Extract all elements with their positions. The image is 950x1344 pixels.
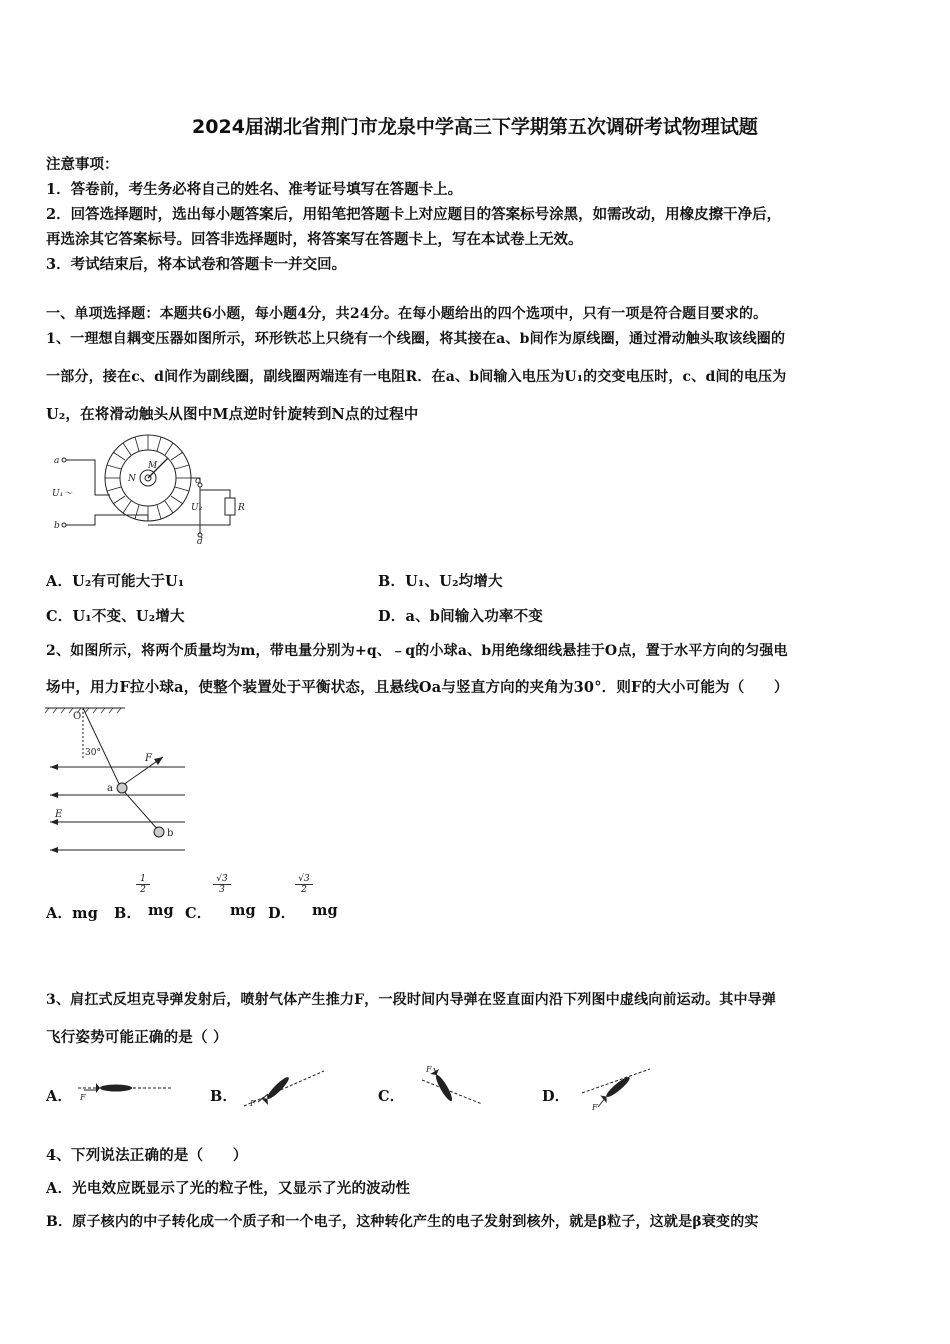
- q3-option-a-missile-icon[interactable]: [78, 1078, 178, 1103]
- q2-fig-label-e: E: [55, 809, 63, 820]
- q2-option-a[interactable]: A．mg: [46, 905, 99, 922]
- notice-item-2-line-2: 再选涂其它答案标号。回答非选择题时，将答案写在答题卡上，写在本试卷上无效。: [46, 231, 583, 248]
- q4-text-line-1: 4、下列说法正确的是（ ）: [46, 1147, 248, 1164]
- notice-heading: 注意事项：: [46, 156, 119, 173]
- q2-fig-label-angle: 30°: [85, 748, 101, 758]
- q2-option-d-unit: mg: [312, 902, 338, 919]
- q3-text-line-2: 飞行姿势可能正确的是（ ）: [46, 1029, 228, 1046]
- q2-field-figure: [45, 705, 195, 855]
- q2-text-line-1: 2、如图所示，将两个质量均为m，带电量分别为+q、﹣q的小球a、b用绝缘细线悬挂于O点，置于水平方向的匀强电: [46, 643, 788, 659]
- q1-transformer-figure: [50, 440, 250, 545]
- q1-fig-label-u1: U₁～: [52, 489, 73, 499]
- q1-option-b[interactable]: B．U₁、U₂均增大: [378, 573, 503, 590]
- q1-fig-label-r: R: [238, 503, 245, 513]
- q2-option-d[interactable]: D．: [268, 905, 296, 922]
- section-heading: 一、单项选择题：本题共6小题，每小题4分，共24分。在每小题给出的四个选项中，只有一项是符合题目要求的。: [46, 306, 768, 322]
- q1-fig-label-c: c: [195, 476, 201, 486]
- q2-fig-label-b: b: [167, 828, 174, 839]
- q1-fig-label-u2: U₂: [191, 503, 203, 513]
- q4-option-a[interactable]: A．光电效应既显示了光的粒子性，又显示了光的波动性: [46, 1180, 411, 1197]
- q2-fig-label-a: a: [107, 783, 113, 794]
- q2-option-b-unit: mg: [148, 902, 174, 919]
- q1-fig-label-b: b: [54, 521, 60, 531]
- q1-text-line-3: U₂，在将滑动触头从图中M点逆时针旋转到N点的过程中: [46, 406, 419, 423]
- q2-fig-label-f: F: [145, 753, 152, 764]
- q1-option-d[interactable]: D．a、b间输入功率不变: [378, 608, 544, 625]
- q2-text-line-2: 场中，用力F拉小球a，使整个装置处于平衡状态，且悬线Oa与竖直方向的夹角为30°．则F的大小可能为（ ）: [46, 679, 789, 696]
- q1-option-a[interactable]: A．U₂有可能大于U₁: [46, 573, 185, 590]
- svg-text:F: F: [250, 1099, 256, 1108]
- q2-option-d-fraction: $\frac{√3}{2}$: [295, 874, 313, 895]
- q1-fig-label-m: M: [148, 461, 158, 471]
- q4-option-b[interactable]: B．原子核内的中子转化成一个质子和一个电子，这种转化产生的电子发射到核外，就是β粒子，这就是β衰变的实: [46, 1214, 759, 1230]
- q3-option-b[interactable]: B．: [210, 1088, 238, 1105]
- svg-text:F: F: [426, 1065, 432, 1074]
- q1-fig-label-a: a: [54, 456, 60, 466]
- q1-fig-label-d: d: [197, 537, 203, 547]
- q2-fig-label-o: O: [73, 711, 82, 722]
- q2-option-b[interactable]: B．: [114, 905, 142, 922]
- notice-item-1: 1．答卷前，考生务必将自己的姓名、准考证号填写在答题卡上。: [46, 181, 463, 198]
- q2-option-b-fraction: $\frac{1}{2}$: [136, 874, 150, 895]
- q1-text-line-2: 一部分，接在c、d间作为副线圈，副线圈两端连有一电阻R．在a、b间输入电压为U₁的交变电压时，c、d间的电压为: [46, 369, 787, 385]
- q2-option-c-unit: mg: [230, 902, 256, 919]
- q3-option-d[interactable]: D．: [542, 1088, 570, 1105]
- q1-text-line-1: 1、一理想自耦变压器如图所示，环形铁芯上只绕有一个线圈，将其接在a、b间作为原线圈，通过滑动触头取该线圈的: [46, 331, 786, 347]
- svg-text:F: F: [592, 1103, 598, 1112]
- q2-option-c[interactable]: C．: [185, 905, 212, 922]
- q2-option-c-fraction: $\frac{√3}{3}$: [213, 874, 231, 895]
- notice-item-2-line-1: 2．回答选择题时，选出每小题答案后，用铅笔把答题卡上对应题目的答案标号涂黑，如需改动，用橡皮擦干净后，: [46, 206, 782, 223]
- svg-text:F: F: [80, 1093, 86, 1102]
- q1-option-c[interactable]: C．U₁不变、U₂增大: [46, 608, 185, 625]
- q3-option-d-missile-icon[interactable]: [580, 1065, 652, 1111]
- q3-option-c-missile-icon[interactable]: [412, 1062, 487, 1112]
- q1-fig-label-n: N: [128, 474, 136, 484]
- q3-option-b-missile-icon[interactable]: [244, 1068, 326, 1108]
- q3-text-line-1: 3、肩扛式反坦克导弹发射后，喷射气体产生推力F，一段时间内导弹在竖直面内沿下列图中虚线向前运动。其中导弹: [46, 992, 777, 1008]
- notice-item-3: 3．考试结束后，将本试卷和答题卡一并交回。: [46, 256, 347, 273]
- q3-option-a[interactable]: A．: [46, 1088, 73, 1105]
- q3-option-c[interactable]: C．: [378, 1088, 405, 1105]
- page-title: 2024届湖北省荆门市龙泉中学高三下学期第五次调研考试物理试题: [192, 116, 758, 138]
